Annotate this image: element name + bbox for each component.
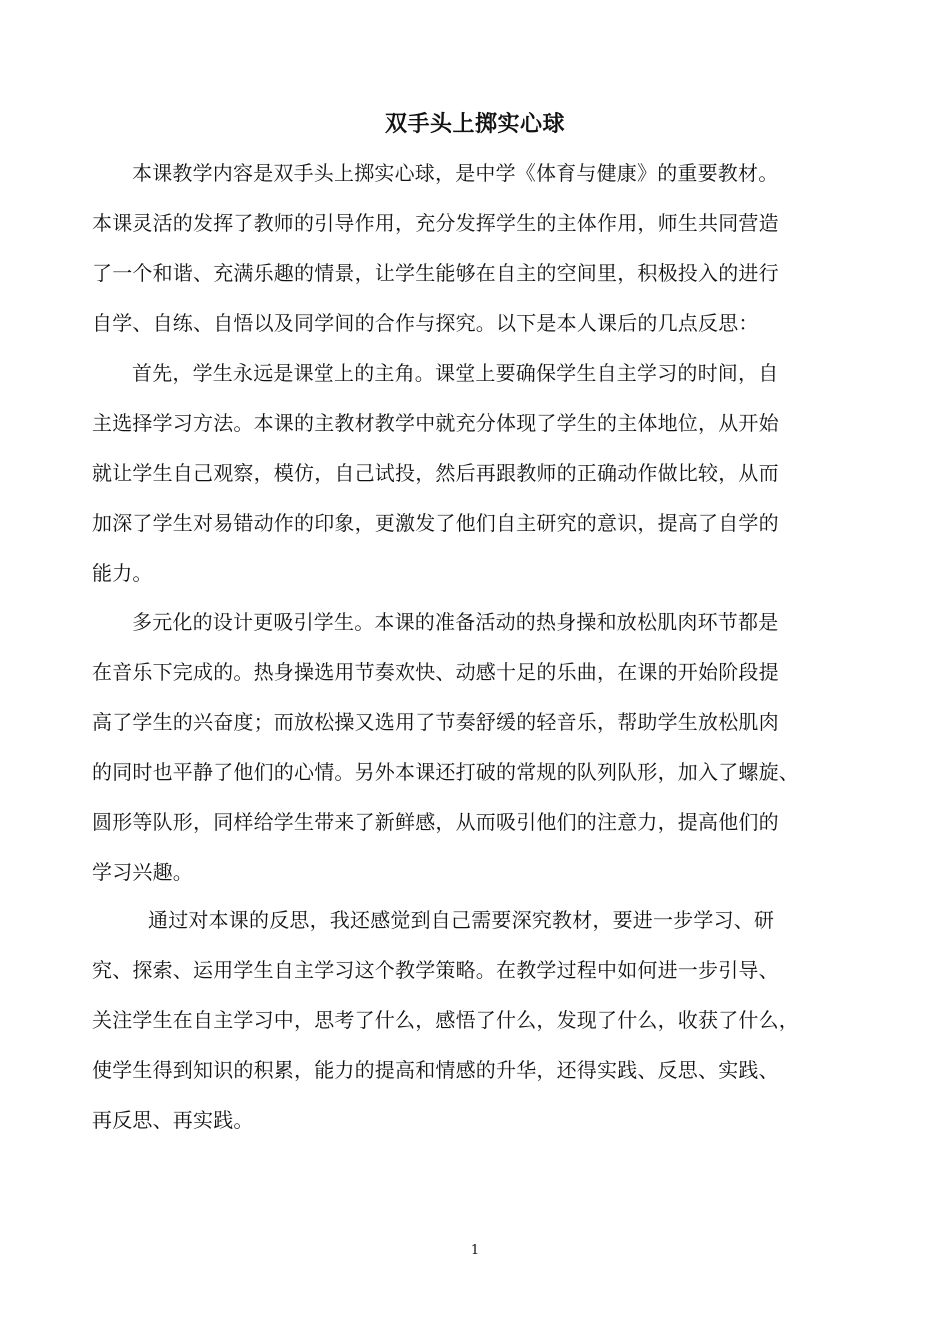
paragraph-line: 学习兴趣。	[92, 860, 193, 884]
paragraph-line: 再反思、再实践。	[92, 1108, 254, 1132]
paragraph-line: 本课教学内容是双手头上掷实心球，是中学《体育与健康》的重要教材。	[132, 161, 779, 185]
document-title: 双手头上掷实心球	[384, 111, 565, 137]
paragraph-line: 自学、自练、自悟以及同学间的合作与探究。以下是本人课后的几点反思：	[92, 311, 759, 335]
paragraph-student-role	[92, 348, 858, 598]
paragraph-line: 加深了学生对易错动作的印象，更激发了他们自主研究的意识，提高了自学的	[92, 511, 779, 535]
paragraph-line: 本课灵活的发挥了教师的引导作用，充分发挥学生的主体作用，师生共同营造	[92, 211, 779, 235]
paragraph-line: 能力。	[92, 561, 153, 585]
paragraph-line: 究、探索、运用学生自主学习这个教学策略。在教学过程中如何进一步引导、	[92, 958, 779, 982]
paragraph-line: 在音乐下完成的。热身操选用节奏欢快、动感十足的乐曲，在课的开始阶段提	[92, 660, 779, 684]
paragraph-line: 了一个和谐、充满乐趣的情景，让学生能够在自主的空间里，积极投入的进行	[92, 261, 779, 285]
paragraph-line: 就让学生自己观察，模仿，自己试投，然后再跟教师的正确动作做比较，从而	[92, 461, 779, 485]
paragraph-line: 使学生得到知识的积累，能力的提高和情感的升华，还得实践、反思、实践、	[92, 1058, 779, 1082]
paragraph-line: 多元化的设计更吸引学生。本课的准备活动的热身操和放松肌肉环节都是	[132, 610, 779, 634]
page-number: 1	[470, 1243, 480, 1258]
paragraph-line: 关注学生在自主学习中，思考了什么，感悟了什么，发现了什么，收获了什么，	[92, 1008, 799, 1032]
paragraph-line: 的同时也平静了他们的心情。另外本课还打破的常规的队列队形，加入了螺旋、	[92, 760, 799, 784]
paragraph-line: 高了学生的兴奋度；而放松操又选用了节奏舒缓的轻音乐，帮助学生放松肌肉	[92, 710, 779, 734]
paragraph-line: 主选择学习方法。本课的主教材教学中就充分体现了学生的主体地位，从开始	[92, 411, 779, 435]
paragraph-diverse-design	[92, 597, 858, 897]
paragraph-intro	[92, 148, 858, 348]
paragraph-line: 圆形等队形，同样给学生带来了新鲜感，从而吸引他们的注意力，提高他们的	[92, 810, 779, 834]
paragraph-line: 通过对本课的反思，我还感觉到自己需要深究教材，要进一步学习、研	[148, 908, 775, 932]
paragraph-line: 首先，学生永远是课堂上的主角。课堂上要确保学生自主学习的时间，自	[132, 361, 779, 385]
paragraph-reflection	[92, 895, 858, 1145]
